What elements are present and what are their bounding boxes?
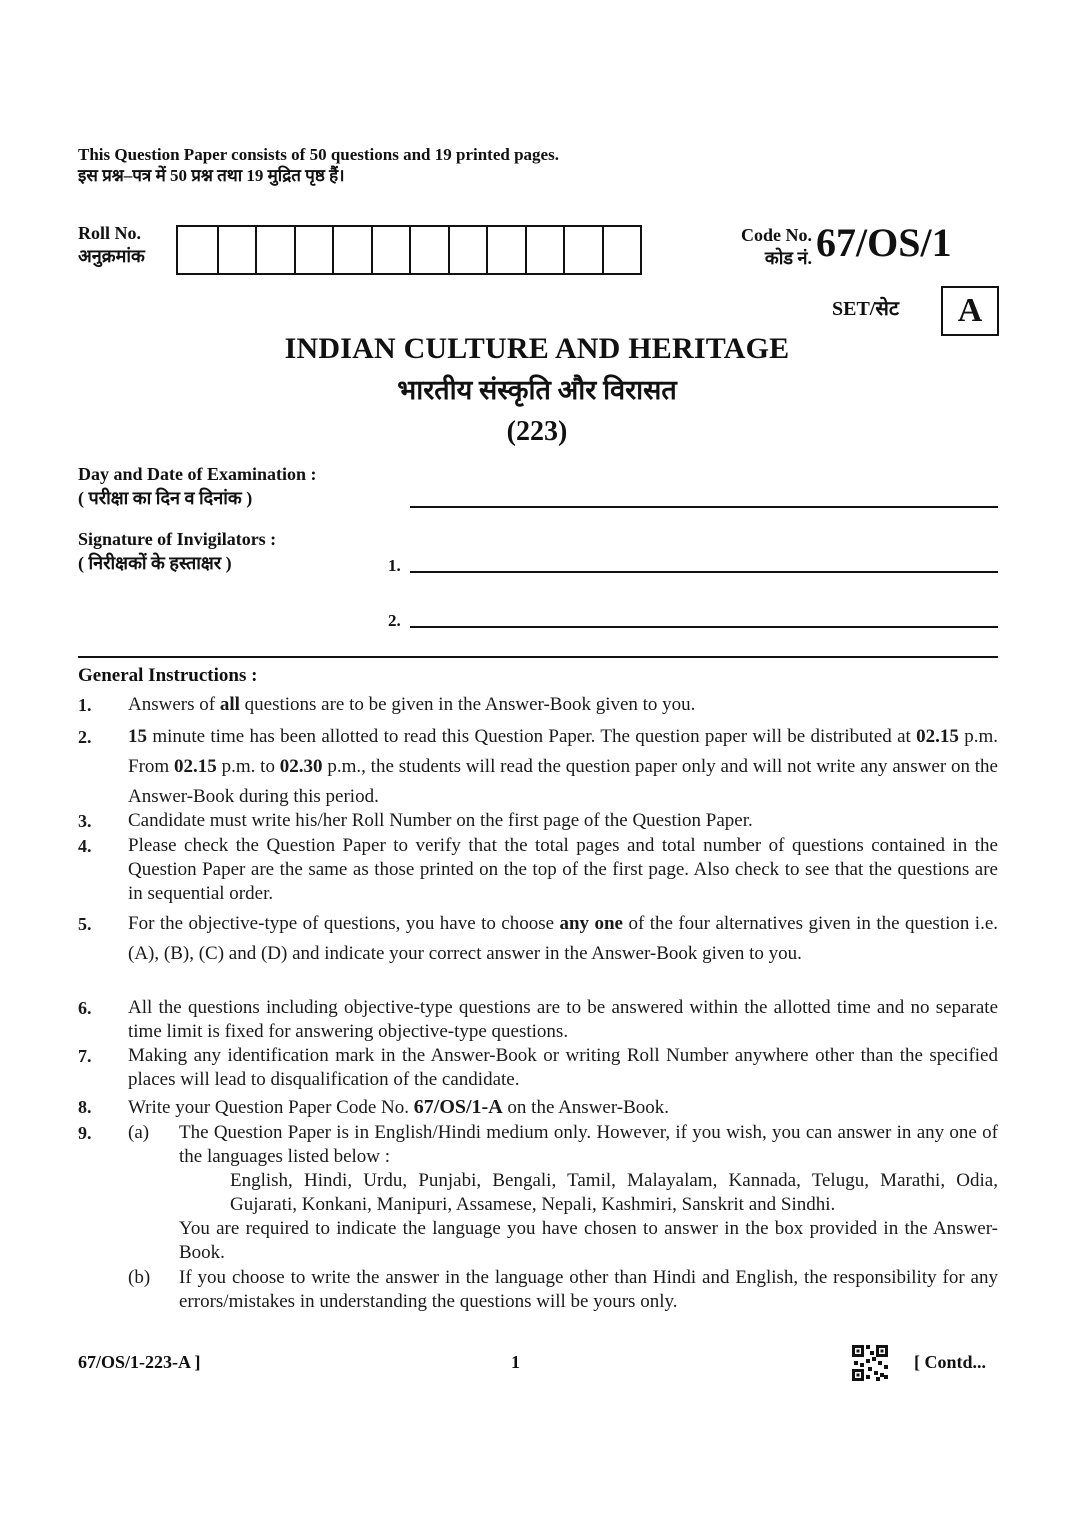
section-divider — [78, 656, 998, 658]
signature-line-2 — [410, 626, 998, 628]
instruction-3-number: 3. — [78, 811, 92, 831]
roll-number-digit-box — [563, 227, 602, 273]
instruction-2-bold-1: 15 — [128, 726, 147, 747]
instruction-1-text-c: questions are to be given in the Answer-Book given to you. — [239, 694, 696, 715]
instruction-9a-languages: English, Hindi, Urdu, Punjabi, Bengali, Tamil, Malayalam, Kannada, Telugu, Marathi, Odia, Gujarati, Konkani, Manipuri, Assamese, Nepali, Kashmiri, Sanskrit and Sindhi. — [230, 1170, 998, 1215]
invigilator-signature-label — [78, 527, 276, 575]
invigilator-label-english: Signature of Invigilators : — [78, 529, 277, 549]
roll-number-digit-box — [602, 227, 641, 273]
instruction-2 — [128, 722, 998, 812]
roll-number-digit-box — [486, 227, 525, 273]
code-number-label — [722, 224, 812, 270]
instruction-4: Please check the Question Paper to verify that the total pages and total number of questions contained in the Question Paper are the same as those printed on the top of the first page. Also check to see that the questions are in sequential order. — [128, 835, 998, 904]
instruction-2-bold-4: 02.30 — [279, 756, 323, 777]
instruction-9a-label: (a) — [128, 1122, 150, 1143]
subject-title-hindi: भारतीय संस्कृति और विरासत — [397, 375, 677, 405]
roll-number-digit-box — [178, 227, 217, 273]
instruction-1 — [128, 692, 998, 718]
instruction-2-text-3: p.m. to — [216, 756, 280, 777]
instruction-2-text-4: p.m., the students will read the question paper only and will not write any answer on the Answer-Book during this period. — [128, 756, 998, 807]
instruction-5-text-c: of the four alternatives given in the question i.e. (A), (B), (C) and (D) and indicate your correct answer in the Answer-Book given to you. — [128, 913, 998, 964]
exam-date-label-hindi: ( परीक्षा का दिन व दिनांक ) — [78, 488, 253, 508]
exam-date-label — [78, 462, 317, 510]
continued-label: [ Contd... — [914, 1352, 987, 1372]
roll-number-digit-box — [332, 227, 371, 273]
instruction-8-text-a: Write your Question Paper Code No. — [128, 1097, 414, 1118]
instruction-1-text-a: Answers of — [128, 694, 220, 715]
roll-number-digit-box — [409, 227, 448, 273]
instruction-2-bold-3: 02.15 — [174, 756, 217, 777]
roll-number-digit-box — [525, 227, 564, 273]
code-label-hindi: कोड नं. — [764, 248, 812, 268]
instruction-2-text-1: minute time has been allotted to read this Question Paper. The question paper will be distributed at — [147, 726, 917, 747]
paper-info-english: This Question Paper consists of 50 questions and 19 printed pages. — [78, 145, 559, 164]
instruction-2-bold-2: 02.15 — [916, 726, 959, 747]
roll-number-digit-box — [294, 227, 333, 273]
instruction-2-number: 2. — [78, 727, 92, 747]
instruction-7: Making any identification mark in the Answer-Book or writing Roll Number anywhere other than the specified places will lead to disqualification of the candidate. — [128, 1045, 998, 1090]
instruction-8-bold: 67/OS/1-A — [413, 1096, 503, 1118]
signature-line-2-number: 2. — [388, 611, 401, 630]
roll-number-boxes — [176, 225, 642, 275]
instruction-8 — [128, 1094, 998, 1121]
instruction-1-number: 1. — [78, 695, 92, 715]
roll-number-digit-box — [217, 227, 256, 273]
instruction-3: Candidate must write his/her Roll Number on the first page of the Question Paper. — [128, 810, 753, 831]
general-instructions-heading: General Instructions : — [78, 665, 258, 686]
instruction-8-text-c: on the Answer-Book. — [502, 1097, 670, 1118]
footer-paper-code: 67/OS/1-223-A ] — [78, 1352, 201, 1372]
instruction-5 — [128, 909, 998, 969]
code-number-value: 67/OS/1 — [816, 220, 952, 265]
instruction-9-number: 9. — [78, 1123, 92, 1143]
instruction-6: All the questions including objective-type questions are to be answered within the allotted time and no separate time limit is fixed for answering objective-type questions. — [128, 997, 998, 1042]
signature-line-1-number: 1. — [388, 556, 401, 575]
roll-number-digit-box — [371, 227, 410, 273]
subject-title-english: INDIAN CULTURE AND HERITAGE — [284, 332, 790, 365]
instruction-6-number: 6. — [78, 998, 92, 1018]
instruction-5-text-a: For the objective-type of questions, you have to choose — [128, 913, 560, 934]
roll-number-digit-box — [448, 227, 487, 273]
roll-label-english: Roll No. — [78, 223, 141, 243]
page-number: 1 — [511, 1352, 520, 1372]
instruction-4-number: 4. — [78, 836, 92, 856]
instruction-9a-text: The Question Paper is in English/Hindi medium only. However, if you wish, you can answer in any one of the languages listed below : — [179, 1122, 998, 1167]
instruction-1-bold: all — [219, 694, 240, 715]
paper-info-note — [78, 144, 559, 186]
roll-number-digit-box — [255, 227, 294, 273]
invigilator-label-hindi: ( निरीक्षकों के हस्ताक्षर ) — [78, 553, 232, 573]
exam-date-line — [410, 506, 998, 508]
paper-info-hindi: इस प्रश्न–पत्र में 50 प्रश्न तथा 19 मुद्रित पृष्ठ हैं। — [78, 166, 345, 185]
instruction-9b-text: If you choose to write the answer in the language other than Hindi and English, the responsibility for any errors/mistakes in understanding the questions will be yours only. — [179, 1267, 998, 1312]
instruction-5-bold: any one — [559, 913, 623, 934]
instruction-8-number: 8. — [78, 1097, 92, 1117]
instruction-2-text-2: p.m. From — [128, 726, 999, 777]
exam-date-label-english: Day and Date of Examination : — [78, 464, 317, 484]
subject-code: (223) — [506, 416, 568, 447]
qr-code-icon — [852, 1345, 888, 1381]
code-label-english: Code No. — [741, 225, 812, 245]
instruction-9a-text-2: You are required to indicate the language you have chosen to answer in the box provided in the Answer-Book. — [179, 1218, 998, 1263]
signature-line-1 — [410, 571, 998, 573]
instruction-5-number: 5. — [78, 914, 92, 934]
instruction-9b-label: (b) — [128, 1267, 151, 1288]
set-value-box: A — [941, 286, 999, 336]
roll-number-label — [78, 222, 145, 268]
instruction-7-number: 7. — [78, 1046, 92, 1066]
roll-label-hindi: अनुक्रमांक — [78, 246, 145, 266]
set-label: SET/सेट — [832, 298, 899, 320]
